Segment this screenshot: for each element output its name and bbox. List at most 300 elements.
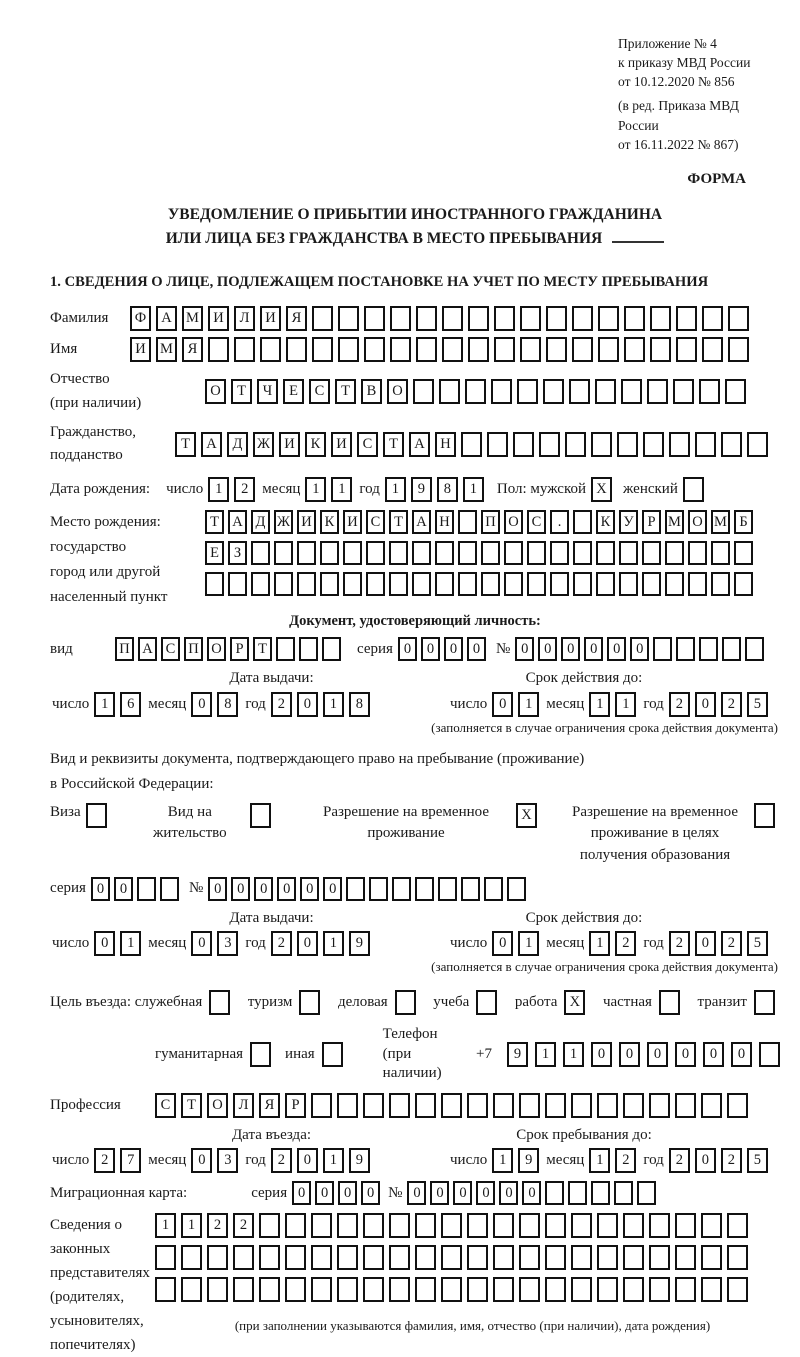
form-cell[interactable]: 8 — [349, 692, 370, 717]
doc-issue-year-input[interactable] — [271, 692, 375, 717]
form-cell[interactable]: К — [320, 510, 339, 534]
form-cell[interactable] — [86, 803, 107, 828]
form-cell[interactable]: 9 — [518, 1148, 539, 1173]
form-cell[interactable] — [415, 1245, 436, 1270]
form-cell[interactable]: 0 — [675, 1042, 696, 1067]
form-cell[interactable]: 1 — [305, 477, 326, 502]
visa-checkbox[interactable] — [81, 802, 112, 828]
form-cell[interactable] — [312, 337, 333, 362]
form-cell[interactable]: 1 — [518, 692, 539, 717]
form-cell[interactable] — [343, 541, 362, 565]
form-cell[interactable]: 1 — [535, 1042, 556, 1067]
form-cell[interactable] — [274, 541, 293, 565]
sex-female-checkbox[interactable] — [683, 477, 709, 502]
form-cell[interactable]: 1 — [589, 931, 610, 956]
form-cell[interactable] — [519, 1245, 540, 1270]
name-input[interactable] — [130, 337, 754, 362]
form-cell[interactable] — [461, 432, 482, 457]
form-cell[interactable]: 1 — [323, 931, 344, 956]
form-cell[interactable] — [412, 572, 431, 596]
form-cell[interactable]: 1 — [589, 1148, 610, 1173]
form-cell[interactable] — [504, 541, 523, 565]
form-cell[interactable]: 9 — [349, 931, 370, 956]
form-cell[interactable] — [595, 379, 616, 404]
form-cell[interactable] — [390, 337, 411, 362]
form-cell[interactable] — [467, 1093, 488, 1118]
form-cell[interactable] — [481, 572, 500, 596]
form-cell[interactable] — [659, 990, 680, 1015]
form-cell[interactable]: 0 — [703, 1042, 724, 1067]
form-cell[interactable] — [676, 306, 697, 331]
form-cell[interactable]: Т — [383, 432, 404, 457]
form-cell[interactable]: 0 — [619, 1042, 640, 1067]
form-cell[interactable]: 0 — [538, 637, 557, 661]
form-cell[interactable] — [363, 1213, 384, 1238]
form-cell[interactable] — [441, 1245, 462, 1270]
form-cell[interactable] — [435, 541, 454, 565]
form-cell[interactable] — [493, 1213, 514, 1238]
form-cell[interactable] — [415, 1213, 436, 1238]
form-cell[interactable] — [259, 1277, 280, 1302]
form-cell[interactable]: Л — [233, 1093, 254, 1118]
form-cell[interactable] — [619, 572, 638, 596]
form-cell[interactable]: А — [409, 432, 430, 457]
form-cell[interactable]: Н — [435, 510, 454, 534]
form-cell[interactable]: 2 — [207, 1213, 228, 1238]
form-cell[interactable]: 1 — [518, 931, 539, 956]
form-cell[interactable] — [322, 1042, 343, 1067]
form-cell[interactable]: 5 — [747, 692, 768, 717]
form-cell[interactable] — [722, 637, 741, 661]
form-cell[interactable] — [234, 337, 255, 362]
form-cell[interactable] — [642, 572, 661, 596]
form-cell[interactable] — [701, 1245, 722, 1270]
form-cell[interactable] — [539, 432, 560, 457]
form-cell[interactable] — [181, 1245, 202, 1270]
form-cell[interactable]: 6 — [120, 692, 141, 717]
purpose-private-checkbox[interactable] — [652, 990, 680, 1015]
doc-valid-month-input[interactable] — [589, 692, 641, 717]
form-cell[interactable] — [181, 1277, 202, 1302]
purpose-tourism-checkbox[interactable] — [292, 990, 320, 1015]
form-cell[interactable] — [665, 541, 684, 565]
form-cell[interactable]: М — [182, 306, 203, 331]
form-cell[interactable]: 0 — [191, 1148, 212, 1173]
form-cell[interactable]: Ж — [274, 510, 293, 534]
form-cell[interactable]: Е — [205, 541, 224, 565]
form-cell[interactable] — [728, 337, 749, 362]
form-cell[interactable]: 1 — [181, 1213, 202, 1238]
form-cell[interactable]: 0 — [231, 877, 250, 901]
form-cell[interactable] — [491, 379, 512, 404]
form-cell[interactable] — [493, 1245, 514, 1270]
form-cell[interactable]: И — [130, 337, 151, 362]
purpose-work-checkbox[interactable] — [557, 990, 585, 1015]
form-cell[interactable]: И — [208, 306, 229, 331]
form-cell[interactable]: С — [366, 510, 385, 534]
form-cell[interactable]: X — [516, 803, 537, 828]
form-cell[interactable] — [458, 572, 477, 596]
form-cell[interactable]: О — [688, 510, 707, 534]
form-cell[interactable] — [233, 1245, 254, 1270]
form-cell[interactable] — [416, 337, 437, 362]
form-cell[interactable]: У — [619, 510, 638, 534]
form-cell[interactable]: 0 — [695, 1148, 716, 1173]
stay-day-input[interactable] — [492, 1148, 544, 1173]
form-cell[interactable]: П — [184, 637, 203, 661]
form-cell[interactable] — [285, 1213, 306, 1238]
form-cell[interactable] — [637, 1181, 656, 1205]
form-cell[interactable]: 0 — [297, 1148, 318, 1173]
form-cell[interactable]: 1 — [492, 1148, 513, 1173]
form-cell[interactable]: В — [361, 379, 382, 404]
form-cell[interactable]: С — [161, 637, 180, 661]
form-cell[interactable] — [274, 572, 293, 596]
form-cell[interactable] — [476, 990, 497, 1015]
form-cell[interactable]: 0 — [407, 1181, 426, 1205]
form-cell[interactable] — [617, 432, 638, 457]
form-cell[interactable] — [701, 1277, 722, 1302]
form-cell[interactable] — [250, 803, 271, 828]
form-cell[interactable]: 3 — [217, 1148, 238, 1173]
stay-month-input[interactable] — [589, 1148, 641, 1173]
form-cell[interactable]: 0 — [561, 637, 580, 661]
form-cell[interactable]: 5 — [747, 931, 768, 956]
form-cell[interactable]: 0 — [731, 1042, 752, 1067]
form-cell[interactable] — [286, 337, 307, 362]
form-cell[interactable] — [543, 379, 564, 404]
form-cell[interactable] — [517, 379, 538, 404]
form-cell[interactable] — [734, 541, 753, 565]
form-cell[interactable] — [458, 541, 477, 565]
form-cell[interactable] — [573, 572, 592, 596]
temp-permit-checkbox[interactable] — [506, 802, 542, 828]
form-cell[interactable] — [458, 510, 477, 534]
form-cell[interactable]: 0 — [430, 1181, 449, 1205]
form-cell[interactable] — [650, 306, 671, 331]
form-cell[interactable] — [598, 337, 619, 362]
form-cell[interactable]: Р — [285, 1093, 306, 1118]
doc-valid-day-input[interactable] — [492, 692, 544, 717]
form-cell[interactable] — [395, 990, 416, 1015]
form-cell[interactable] — [346, 877, 365, 901]
form-cell[interactable] — [571, 1093, 592, 1118]
form-cell[interactable] — [442, 306, 463, 331]
form-cell[interactable]: Т — [335, 379, 356, 404]
form-cell[interactable] — [573, 510, 592, 534]
form-cell[interactable]: Ж — [253, 432, 274, 457]
form-cell[interactable]: Р — [642, 510, 661, 534]
form-cell[interactable] — [721, 432, 742, 457]
form-cell[interactable] — [597, 1277, 618, 1302]
form-cell[interactable]: 0 — [584, 637, 603, 661]
form-cell[interactable]: 2 — [233, 1213, 254, 1238]
form-cell[interactable]: 0 — [467, 637, 486, 661]
form-cell[interactable] — [412, 541, 431, 565]
form-cell[interactable] — [727, 1093, 748, 1118]
form-cell[interactable]: 0 — [444, 637, 463, 661]
form-cell[interactable] — [643, 432, 664, 457]
form-cell[interactable]: 2 — [669, 692, 690, 717]
form-cell[interactable] — [205, 572, 224, 596]
form-cell[interactable] — [467, 1213, 488, 1238]
form-cell[interactable] — [259, 1245, 280, 1270]
form-cell[interactable]: 0 — [695, 692, 716, 717]
form-cell[interactable]: 1 — [120, 931, 141, 956]
form-cell[interactable]: Д — [227, 432, 248, 457]
form-cell[interactable] — [699, 379, 720, 404]
form-cell[interactable] — [519, 1277, 540, 1302]
form-cell[interactable] — [520, 306, 541, 331]
doc-valid-year-input[interactable] — [669, 692, 773, 717]
form-cell[interactable]: С — [309, 379, 330, 404]
form-cell[interactable]: С — [357, 432, 378, 457]
form-cell[interactable]: 7 — [120, 1148, 141, 1173]
doc-series-input[interactable] — [398, 637, 490, 661]
form-cell[interactable] — [565, 432, 586, 457]
form-cell[interactable] — [649, 1213, 670, 1238]
form-cell[interactable]: Т — [175, 432, 196, 457]
form-cell[interactable]: 1 — [331, 477, 352, 502]
form-cell[interactable]: X — [564, 990, 585, 1015]
form-cell[interactable]: 0 — [515, 637, 534, 661]
form-cell[interactable] — [337, 1213, 358, 1238]
form-cell[interactable] — [392, 877, 411, 901]
form-cell[interactable] — [493, 1093, 514, 1118]
form-cell[interactable]: 8 — [217, 692, 238, 717]
birthplace-row2-input[interactable] — [205, 541, 757, 565]
form-cell[interactable] — [338, 306, 359, 331]
form-cell[interactable] — [649, 1277, 670, 1302]
form-cell[interactable]: 0 — [315, 1181, 334, 1205]
form-cell[interactable]: 0 — [492, 931, 513, 956]
doc-issue-month-input[interactable] — [191, 692, 243, 717]
form-cell[interactable]: 1 — [615, 692, 636, 717]
form-cell[interactable] — [369, 877, 388, 901]
form-cell[interactable] — [545, 1213, 566, 1238]
form-cell[interactable]: 2 — [615, 1148, 636, 1173]
form-cell[interactable] — [285, 1277, 306, 1302]
form-cell[interactable] — [527, 541, 546, 565]
form-cell[interactable] — [649, 1245, 670, 1270]
form-cell[interactable] — [675, 1245, 696, 1270]
form-cell[interactable] — [441, 1277, 462, 1302]
form-cell[interactable] — [745, 637, 764, 661]
form-cell[interactable] — [363, 1093, 384, 1118]
permit-valid-month-input[interactable] — [589, 931, 641, 956]
form-cell[interactable] — [545, 1093, 566, 1118]
form-cell[interactable]: Ч — [257, 379, 278, 404]
form-cell[interactable] — [550, 541, 569, 565]
form-cell[interactable]: 0 — [277, 877, 296, 901]
form-cell[interactable] — [441, 1093, 462, 1118]
guardians-row1-input[interactable] — [155, 1213, 780, 1238]
form-cell[interactable] — [572, 306, 593, 331]
form-cell[interactable] — [711, 572, 730, 596]
form-cell[interactable]: И — [297, 510, 316, 534]
form-cell[interactable] — [507, 877, 526, 901]
form-cell[interactable]: Н — [435, 432, 456, 457]
form-cell[interactable] — [675, 1213, 696, 1238]
form-cell[interactable]: 9 — [507, 1042, 528, 1067]
form-cell[interactable] — [364, 306, 385, 331]
guardians-row3-input[interactable] — [155, 1277, 780, 1302]
form-cell[interactable]: 0 — [591, 1042, 612, 1067]
form-cell[interactable] — [591, 432, 612, 457]
entry-day-input[interactable] — [94, 1148, 146, 1173]
form-cell[interactable]: 0 — [398, 637, 417, 661]
permit-series-input[interactable] — [91, 877, 183, 901]
form-cell[interactable] — [727, 1245, 748, 1270]
form-cell[interactable] — [207, 1245, 228, 1270]
form-cell[interactable] — [363, 1277, 384, 1302]
form-cell[interactable]: 1 — [323, 1148, 344, 1173]
form-cell[interactable]: О — [387, 379, 408, 404]
form-cell[interactable] — [598, 306, 619, 331]
stay-year-input[interactable] — [669, 1148, 773, 1173]
form-cell[interactable] — [571, 1277, 592, 1302]
form-cell[interactable] — [160, 877, 179, 901]
form-cell[interactable] — [207, 1277, 228, 1302]
form-cell[interactable]: 2 — [271, 931, 292, 956]
form-cell[interactable] — [676, 637, 695, 661]
form-cell[interactable]: 0 — [492, 692, 513, 717]
form-cell[interactable] — [415, 1277, 436, 1302]
form-cell[interactable]: 0 — [208, 877, 227, 901]
form-cell[interactable] — [366, 541, 385, 565]
form-cell[interactable]: 0 — [630, 637, 649, 661]
form-cell[interactable] — [702, 306, 723, 331]
form-cell[interactable] — [550, 572, 569, 596]
form-cell[interactable]: 2 — [271, 692, 292, 717]
form-cell[interactable]: 2 — [669, 931, 690, 956]
form-cell[interactable] — [416, 306, 437, 331]
form-cell[interactable]: О — [205, 379, 226, 404]
form-cell[interactable]: 1 — [563, 1042, 584, 1067]
form-cell[interactable] — [649, 1093, 670, 1118]
form-cell[interactable] — [642, 541, 661, 565]
form-cell[interactable] — [299, 637, 318, 661]
form-cell[interactable]: 3 — [217, 931, 238, 956]
form-cell[interactable]: И — [279, 432, 300, 457]
form-cell[interactable]: 0 — [647, 1042, 668, 1067]
form-cell[interactable] — [699, 637, 718, 661]
form-cell[interactable] — [259, 1213, 280, 1238]
form-cell[interactable] — [343, 572, 362, 596]
form-cell[interactable] — [155, 1245, 176, 1270]
form-cell[interactable]: А — [412, 510, 431, 534]
form-cell[interactable] — [573, 541, 592, 565]
form-cell[interactable] — [650, 337, 671, 362]
form-cell[interactable] — [467, 1277, 488, 1302]
form-cell[interactable]: 2 — [94, 1148, 115, 1173]
phone-input[interactable] — [500, 1042, 780, 1067]
form-cell[interactable] — [311, 1213, 332, 1238]
form-cell[interactable] — [688, 572, 707, 596]
doc-number-input[interactable] — [515, 637, 768, 661]
citizenship-input[interactable] — [175, 432, 773, 457]
form-cell[interactable]: 5 — [747, 1148, 768, 1173]
permit-issue-month-input[interactable] — [191, 931, 243, 956]
form-cell[interactable]: А — [156, 306, 177, 331]
form-cell[interactable]: 0 — [361, 1181, 380, 1205]
form-cell[interactable] — [155, 1277, 176, 1302]
form-cell[interactable] — [137, 877, 156, 901]
form-cell[interactable] — [389, 1213, 410, 1238]
form-cell[interactable] — [311, 1093, 332, 1118]
form-cell[interactable] — [468, 306, 489, 331]
permit-issue-day-input[interactable] — [94, 931, 146, 956]
form-cell[interactable]: Т — [253, 637, 272, 661]
form-cell[interactable] — [519, 1093, 540, 1118]
form-cell[interactable] — [415, 1093, 436, 1118]
form-cell[interactable] — [484, 877, 503, 901]
form-cell[interactable] — [467, 1245, 488, 1270]
form-cell[interactable]: Ф — [130, 306, 151, 331]
form-cell[interactable] — [363, 1245, 384, 1270]
form-cell[interactable] — [519, 1213, 540, 1238]
form-cell[interactable] — [619, 541, 638, 565]
form-cell[interactable]: М — [665, 510, 684, 534]
form-cell[interactable]: 2 — [721, 692, 742, 717]
form-cell[interactable] — [688, 541, 707, 565]
form-cell[interactable]: 0 — [300, 877, 319, 901]
form-cell[interactable] — [297, 572, 316, 596]
entry-month-input[interactable] — [191, 1148, 243, 1173]
birth-day-input[interactable] — [208, 477, 260, 502]
form-cell[interactable] — [364, 337, 385, 362]
form-cell[interactable]: О — [207, 1093, 228, 1118]
form-cell[interactable] — [701, 1213, 722, 1238]
form-cell[interactable]: О — [504, 510, 523, 534]
mc-series-input[interactable] — [292, 1181, 384, 1205]
form-cell[interactable] — [415, 877, 434, 901]
form-cell[interactable] — [597, 1245, 618, 1270]
form-cell[interactable] — [545, 1277, 566, 1302]
form-cell[interactable]: М — [156, 337, 177, 362]
form-cell[interactable] — [233, 1277, 254, 1302]
form-cell[interactable] — [695, 432, 716, 457]
form-cell[interactable] — [438, 877, 457, 901]
form-cell[interactable] — [572, 337, 593, 362]
form-cell[interactable] — [727, 1213, 748, 1238]
form-cell[interactable]: О — [207, 637, 226, 661]
form-cell[interactable]: К — [305, 432, 326, 457]
birth-year-input[interactable] — [385, 477, 489, 502]
form-cell[interactable]: . — [550, 510, 569, 534]
surname-input[interactable] — [130, 306, 754, 331]
form-cell[interactable] — [669, 432, 690, 457]
residence-permit-checkbox[interactable] — [240, 802, 276, 828]
form-cell[interactable] — [702, 337, 723, 362]
form-cell[interactable]: 0 — [522, 1181, 541, 1205]
form-cell[interactable]: 0 — [607, 637, 626, 661]
entry-year-input[interactable] — [271, 1148, 375, 1173]
form-cell[interactable]: М — [711, 510, 730, 534]
sex-male-checkbox[interactable] — [591, 477, 617, 502]
form-cell[interactable] — [493, 1277, 514, 1302]
purpose-business-checkbox[interactable] — [388, 990, 416, 1015]
form-cell[interactable] — [389, 1277, 410, 1302]
form-cell[interactable]: 0 — [297, 931, 318, 956]
form-cell[interactable] — [571, 1245, 592, 1270]
form-cell[interactable]: А — [201, 432, 222, 457]
form-cell[interactable]: 1 — [385, 477, 406, 502]
form-cell[interactable] — [208, 337, 229, 362]
form-cell[interactable] — [390, 306, 411, 331]
form-cell[interactable]: И — [343, 510, 362, 534]
form-cell[interactable]: К — [596, 510, 615, 534]
